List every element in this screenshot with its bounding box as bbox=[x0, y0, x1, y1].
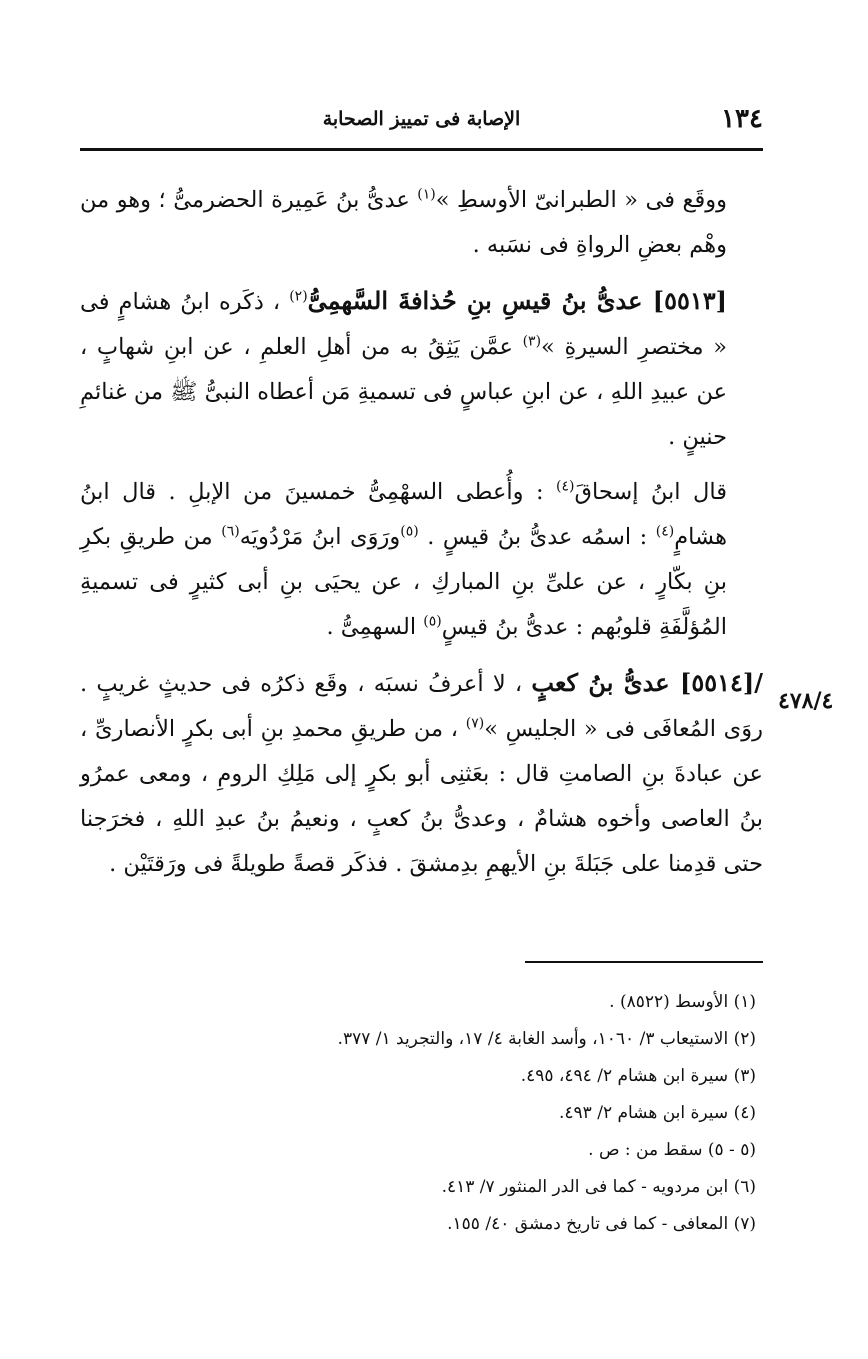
footnotes bbox=[80, 984, 756, 1243]
footnote-marker[interactable]: (٢) bbox=[289, 288, 308, 305]
text-span: ووقَع فى « الطبرانىّ الأوسطِ » bbox=[435, 187, 727, 213]
entry-5513 bbox=[80, 278, 763, 460]
margin-reference: ٤٧٨/٤ bbox=[778, 688, 834, 714]
text-span: : وأُعطى السهْمِىُّ خمسينَ من الإبلِ . قال ابنُ هشامٍ bbox=[80, 479, 727, 550]
main-text bbox=[80, 178, 763, 897]
text-span: : اسمُه عدىُّ بنُ قيسٍ . bbox=[418, 524, 656, 550]
footnote-marker[interactable]: (٥) bbox=[400, 523, 419, 540]
footnote-item: (٣) سيرة ابن هشام ٢/ ٤٩٤، ٤٩٥. bbox=[520, 1066, 756, 1086]
footnote-rule bbox=[525, 961, 763, 963]
footnote-marker[interactable]: (٤) bbox=[655, 523, 675, 540]
header-rule bbox=[80, 148, 763, 151]
footnote-item: (٥ - ٥) سقط من : ص . bbox=[588, 1140, 756, 1160]
footnote-marker[interactable]: (٧) bbox=[465, 715, 485, 732]
page-break-marker: / bbox=[754, 668, 764, 697]
footnote-marker[interactable]: (٣) bbox=[522, 333, 542, 350]
entry-5514 bbox=[80, 660, 763, 887]
footnote-marker[interactable]: (٦) bbox=[221, 523, 240, 540]
footnote-item: (٢) الاستيعاب ٣/ ١٠٦٠، وأسد الغابة ٤/ ١٧، والتجريد ١/ ٣٧٧. bbox=[337, 1029, 756, 1049]
paragraph-1 bbox=[80, 178, 763, 268]
text-span: عدىُّ بنُ عَمِيرة الحضرمىُّ ؛ وهو من وهْم بعضِ الرواةِ فى نسَبه . bbox=[80, 187, 727, 258]
text-span: السهمِىُّ . bbox=[326, 614, 424, 640]
text-span: ، لا أعرفُ نسبَه ، وقَع ذكرُه فى حديثٍ غريبٍ . روَى المُعافَى فى « الجليسِ » bbox=[80, 671, 763, 742]
text-span: عمَّن يَثِقُ به من أهلِ العلمِ ، عن ابنِ شهابٍ ، عن عبيدِ اللهِ ، عن ابنِ عباسٍ فى تسميةِ مَن أعطاه النبىُّ ﷺ من غنائمِ حنينٍ . bbox=[80, 334, 727, 450]
text-span: من طريقِ بكرِ بنِ بكّارٍ ، عن علىِّ بنِ المباركِ ، عن يحيَى بنِ أبى كثيرٍ فى تسميةِ المُؤلَّفَةِ قلوبُهم : عدىُّ بنُ قيسٍ bbox=[80, 524, 727, 640]
page-number: ١٣٤ bbox=[721, 104, 763, 134]
text-span: ، ذكَره ابنُ هشامٍ فى « مختصرِ السيرةِ » bbox=[80, 289, 727, 360]
footnote-item: (١) الأوسط (٨٥٢٢) . bbox=[609, 992, 756, 1012]
entry-name: عدىُّ بنُ كعبٍ bbox=[531, 668, 680, 697]
entry-number: [٥٥١٣] bbox=[652, 286, 727, 315]
running-header bbox=[80, 100, 763, 142]
running-title: الإصابة فى تمييز الصحابة bbox=[322, 108, 521, 130]
footnote-item: (٤) سيرة ابن هشام ٢/ ٤٩٣. bbox=[558, 1103, 756, 1123]
entry-name: عدىُّ بنُ قيسِ بنِ حُذافةَ السَّهمِىُّ bbox=[307, 286, 653, 315]
footnote-marker[interactable]: (١) bbox=[417, 186, 436, 203]
text-span: ورَوَى ابنُ مَرْدُويَه bbox=[239, 524, 401, 550]
footnote-marker[interactable]: (٥) bbox=[423, 613, 442, 630]
footnote-item: (٧) المعافى - كما فى تاريخ دمشق ٤٠/ ١٥٥. bbox=[447, 1214, 756, 1234]
entry-number: [٥٥١٤] bbox=[679, 668, 755, 697]
paragraph-3 bbox=[80, 470, 763, 650]
text-span: ، من طريقِ محمدِ بنِ أبى بكرٍ الأنصارىِّ ، عن عبادةَ بنِ الصامتِ قال : بعَثنِى أبو بكرٍ إلى مَلِكِ الرومِ ، ومعى عمرُو بنُ العاصى وأخوه هشامٌ ، وعدىُّ بنُ كعبٍ ، ونعيمُ بنُ عبدِ اللهِ ، فخرَجنا حتى قدِمنا على جَبَلةَ بنِ الأيهمِ بدِمشقَ . فذكَر قصةً طويلةً فى ورَقتَيْن . bbox=[80, 716, 763, 877]
footnote-item: (٦) ابن مردويه - كما فى الدر المنثور ٧/ ٤١٣. bbox=[441, 1177, 756, 1197]
text-span: قال ابنُ إسحاقَ bbox=[574, 479, 727, 505]
footnote-marker[interactable]: (٤) bbox=[556, 478, 575, 495]
